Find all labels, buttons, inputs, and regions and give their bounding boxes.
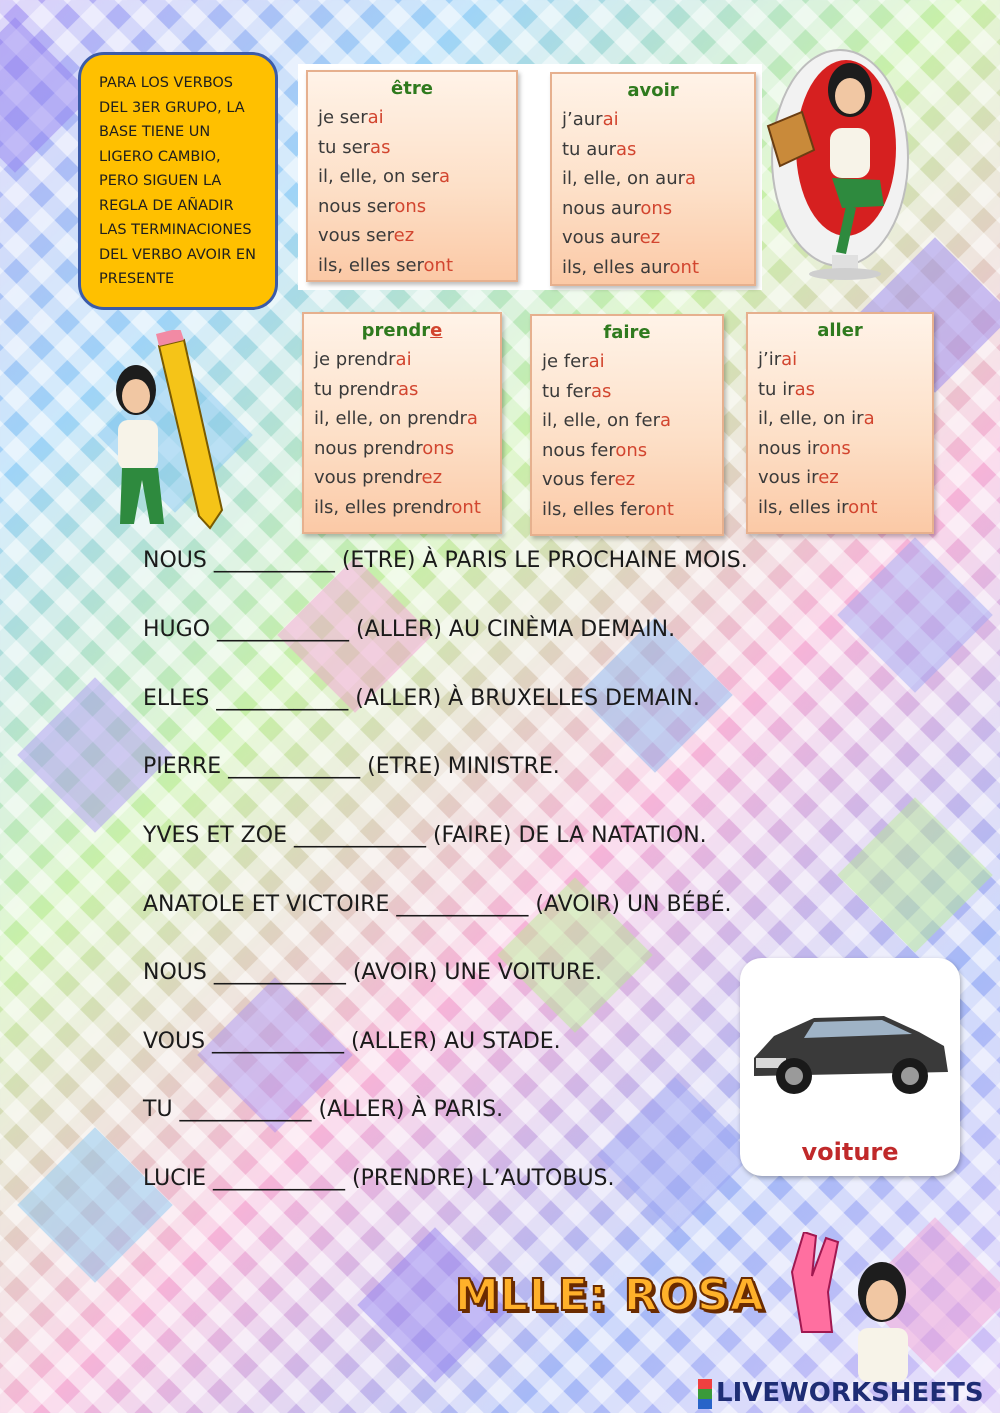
conjugation-row: ils, elles auront [562, 256, 700, 278]
note-line: DEL VERBO AVOIR EN [99, 246, 256, 263]
author-signature: MLLE: ROSA [455, 1270, 765, 1321]
exercise-sentence[interactable]: PIERRE ____________ (ETRE) MINISTRE. [143, 754, 560, 779]
note-line: LAS TERMINACIONES [99, 222, 252, 238]
conjugation-row: je ferai [542, 351, 605, 372]
conjugation-row: tu seras [318, 136, 391, 158]
conjugation-card-aller [746, 312, 934, 534]
exercise-sentence[interactable]: YVES ET ZOE ____________ (FAIRE) DE LA NATATION. [143, 823, 707, 848]
conjugation-row: j’irai [758, 349, 798, 370]
card-title: faire [603, 322, 651, 343]
conjugation-row: nous aurons [562, 197, 673, 219]
exercise-sentence[interactable]: LUCIE ____________ (PRENDRE) L’AUTOBUS. [143, 1166, 615, 1191]
conjugation-row: vous prendrez [314, 467, 443, 488]
conjugation-row: vous ferez [542, 469, 636, 490]
conjugation-row: nous irons [758, 437, 851, 459]
note-line: PARA LOS VERBOS [99, 75, 234, 91]
conjugation-row: ils, elles feront [542, 498, 674, 520]
vocabulary-card [740, 958, 960, 1176]
note-line: REGLA DE AÑADIR [99, 197, 234, 214]
brand-logo: LIVEWORKSHEETS [698, 1378, 984, 1409]
conjugation-card-faire [530, 314, 724, 536]
conjugation-row: tu feras [542, 380, 612, 402]
conjugation-row: tu auras [562, 138, 637, 160]
exercise-sentence[interactable]: ANATOLE ET VICTOIRE ____________ (AVOIR) UN BÉBÉ. [143, 892, 732, 917]
conjugation-row: il, elle, on fera [542, 410, 672, 431]
exercise-sentence[interactable]: ELLES ____________ (ALLER) À BRUXELLES DEMAIN. [143, 686, 700, 711]
conjugation-row: il, elle, on aura [562, 168, 697, 189]
conjugation-row: tu prendras [314, 378, 419, 400]
conjugation-row: il, elle, on sera [318, 166, 451, 187]
conjugation-card-prendre [302, 312, 502, 534]
conjugation-card-etre [306, 70, 518, 282]
note-line: PRESENTE [99, 271, 175, 287]
conjugation-row: tu iras [758, 378, 816, 400]
exercise-sentence[interactable]: TU ____________ (ALLER) À PARIS. [143, 1097, 504, 1122]
conjugation-row: ils, elles seront [318, 254, 454, 276]
conjugation-row: ils, elles prendront [314, 496, 481, 518]
conjugation-row: vous serez [318, 225, 415, 246]
conjugation-row: j’aurai [562, 109, 619, 130]
teacher-peace-avatar [782, 1232, 932, 1382]
exercise-sentence[interactable]: NOUS ___________ (ETRE) À PARIS LE PROCHAINE MOIS. [143, 548, 748, 573]
conjugation-row: il, elle, on ira [758, 408, 875, 429]
car-icon [744, 988, 956, 1108]
conjugation-card-avoir [550, 72, 756, 286]
conjugation-row: nous ferons [542, 439, 648, 461]
conjugation-row: il, elle, on prendra [314, 408, 478, 429]
note-line: LIGERO CAMBIO, [99, 148, 221, 165]
conjugation-row: vous aurez [562, 227, 661, 248]
vocabulary-label: voiture [801, 1138, 899, 1166]
grammar-note [78, 52, 278, 310]
conjugation-row: je prendrai [314, 349, 412, 370]
conjugation-row: ils, elles iront [758, 496, 878, 518]
exercise-sentence[interactable]: VOUS ____________ (ALLER) AU STADE. [143, 1029, 561, 1054]
exercise-sentence[interactable]: NOUS ____________ (AVOIR) UNE VOITURE. [143, 960, 603, 985]
card-title: être [391, 78, 433, 99]
conjugation-row: nous prendrons [314, 437, 455, 459]
exercise-sentence[interactable]: HUGO ____________ (ALLER) AU CINÈMA DEMAIN. [143, 617, 676, 642]
card-title: avoir [627, 80, 679, 101]
card-title: prendre [361, 320, 443, 341]
card-title: aller [817, 320, 863, 341]
teacher-reading-avatar [762, 30, 912, 280]
conjugation-row: vous irez [758, 467, 839, 488]
note-line: BASE TIENE UN [99, 124, 211, 140]
note-line: DEL 3ER GRUPO, LA [99, 99, 245, 116]
note-line: PERO SIGUEN LA [99, 173, 222, 189]
conjugation-row: je serai [318, 107, 384, 128]
brand-icon [698, 1379, 712, 1409]
conjugation-row: nous serons [318, 195, 427, 217]
teacher-pencil-avatar [104, 330, 229, 530]
